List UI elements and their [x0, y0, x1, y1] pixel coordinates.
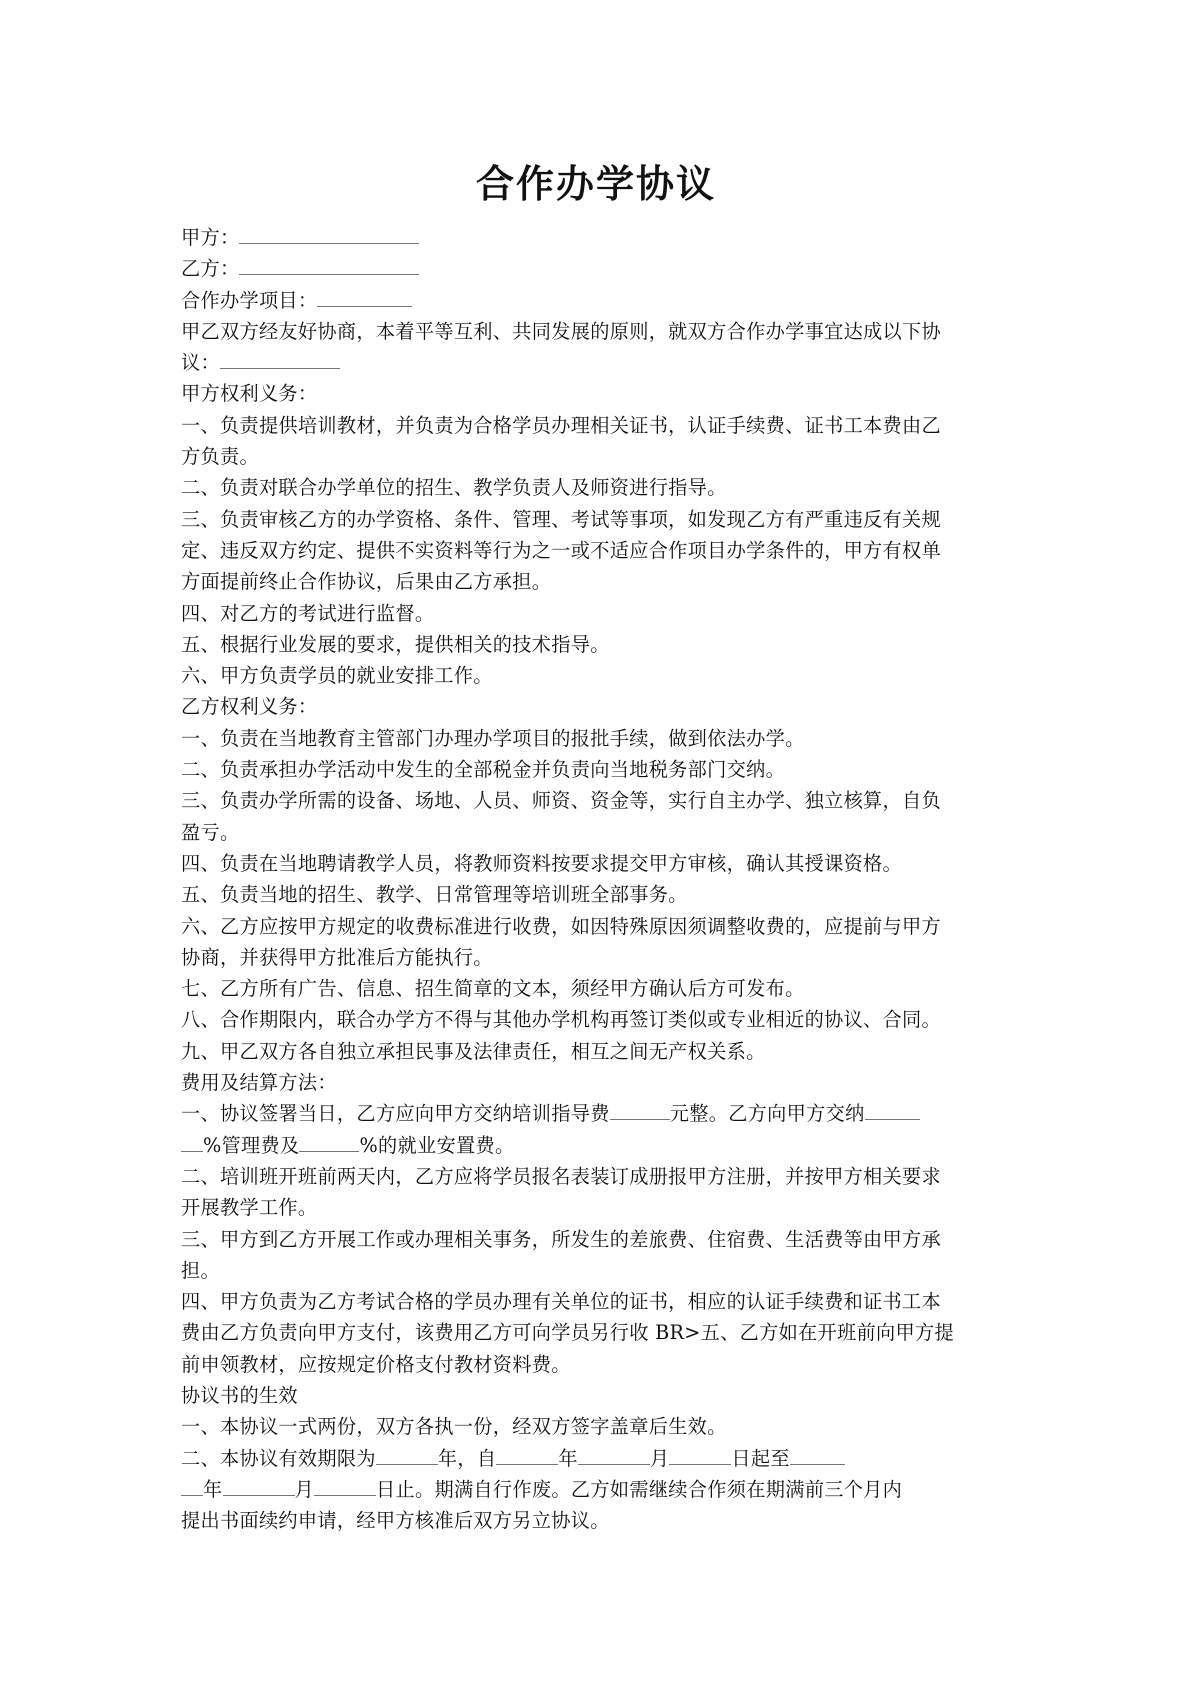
fill-in-blank[interactable]	[496, 1443, 558, 1465]
document-line	[181, 598, 1011, 629]
document-line	[181, 285, 1011, 316]
document-line	[181, 1505, 1011, 1536]
line-text: 元整。乙方向甲方交纳	[669, 1102, 865, 1126]
document-line	[181, 410, 1011, 441]
line-text: 甲乙双方经友好协商，本着平等互利、共同发展的原则，就双方合作办学事宜达成以下协	[181, 319, 942, 343]
line-text: 年，自	[437, 1446, 497, 1470]
document-line	[181, 1286, 1011, 1317]
line-text: 甲方权利义务：	[181, 382, 318, 406]
line-text: %的就业安置费。	[359, 1133, 515, 1157]
document-line	[181, 1224, 1011, 1255]
line-text: 六、乙方应按甲方规定的收费标准进行收费，如因特殊原因须调整收费的，应提前与甲方	[181, 914, 942, 938]
document-line	[181, 1130, 1011, 1161]
fill-in-blank[interactable]	[865, 1098, 920, 1120]
document-line	[181, 911, 1011, 942]
document-line	[181, 347, 1011, 378]
line-text: 甲方：	[181, 226, 240, 249]
document-line	[181, 660, 1011, 691]
line-text: 协议书的生效	[181, 1383, 298, 1407]
document-line	[181, 1380, 1011, 1411]
document-line	[181, 723, 1011, 754]
document-line	[181, 1317, 1011, 1348]
document-line	[181, 1349, 1011, 1380]
line-text: 日起至	[731, 1446, 790, 1470]
line-text: 月	[649, 1446, 670, 1470]
fill-in-blank[interactable]	[578, 1443, 650, 1465]
fill-in-blank[interactable]	[181, 1474, 203, 1496]
line-text: 一、本协议一式两份，双方各执一份，经双方签字盖章后生效。	[181, 1415, 727, 1439]
line-text: 三、负责审核乙方的办学资格、条件、管理、考试等事项，如发现乙方有严重违反有关规	[181, 507, 942, 531]
document-line	[181, 316, 1011, 347]
document-line	[181, 441, 1011, 472]
document-line	[181, 472, 1011, 503]
document-line	[181, 785, 1011, 816]
line-text: 五、根据行业发展的要求，提供相关的技术指导。	[181, 632, 610, 656]
fill-in-blank[interactable]	[220, 347, 340, 369]
document-line	[181, 1004, 1011, 1035]
line-text: 一、负责提供培训教材，并负责为合格学员办理相关证书，认证手续费、证书工本费由乙	[181, 413, 942, 437]
fill-in-blank[interactable]	[223, 1474, 295, 1496]
document-line	[181, 817, 1011, 848]
line-text: 定、违反双方约定、提供不实资料等行为之一或不适应合作项目办学条件的，甲方有权单	[181, 538, 942, 562]
line-text: 年	[558, 1446, 578, 1470]
line-text: 四、甲方负责为乙方考试合格的学员办理有关单位的证书，相应的认证手续费和证书工本	[181, 1290, 942, 1314]
line-text: 二、本协议有效期限为	[181, 1446, 376, 1470]
document-line	[181, 942, 1011, 973]
fill-in-blank[interactable]	[790, 1443, 845, 1465]
document-line	[181, 253, 1011, 284]
line-text: 三、负责办学所需的设备、场地、人员、师资、资金等，实行自主办学、独立核算，自负	[181, 789, 942, 813]
line-text: 九、甲乙双方各自独立承担民事及法律责任，相互之间无产权关系。	[181, 1039, 766, 1063]
document-line	[181, 1036, 1011, 1067]
line-text: 合作办学项目：	[181, 288, 318, 312]
document-line	[181, 1067, 1011, 1098]
document-line	[181, 504, 1011, 535]
document-line	[181, 691, 1011, 722]
fill-in-blank[interactable]	[181, 1130, 203, 1152]
document-line	[181, 1098, 1011, 1129]
line-text: 协商，并获得甲方批准后方能执行。	[181, 945, 493, 969]
line-text: 方面提前终止合作协议，后果由乙方承担。	[181, 570, 552, 594]
line-text: 开展教学工作。	[181, 1196, 318, 1220]
line-text: 日止。期满自行作废。乙方如需继续合作须在期满前三个月内	[376, 1477, 903, 1501]
line-text: 一、负责在当地教育主管部门办理办学项目的报批手续，做到依法办学。	[181, 726, 805, 750]
fill-in-blank[interactable]	[239, 253, 419, 275]
document-line	[181, 378, 1011, 409]
document-line	[181, 973, 1011, 1004]
line-text: 担。	[181, 1258, 220, 1282]
line-text: 月	[294, 1477, 314, 1501]
document-line	[181, 566, 1011, 597]
line-text: 七、乙方所有广告、信息、招生简章的文本，须经甲方确认后方可发布。	[181, 977, 805, 1001]
fill-in-blank[interactable]	[239, 222, 419, 244]
line-text: 提出书面续约申请，经甲方核准后双方另立协议。	[181, 1509, 610, 1533]
document-title: 合作办学协议	[475, 162, 716, 206]
line-text: 一、协议签署当日，乙方应向甲方交纳培训指导费	[181, 1102, 610, 1126]
line-text: 四、对乙方的考试进行监督。	[181, 601, 435, 625]
line-text: 盈亏。	[181, 820, 240, 844]
line-text: 方负责。	[181, 445, 259, 469]
line-text: 五、负责当地的招生、教学、日常管理等培训班全部事务。	[181, 883, 688, 907]
document-line	[181, 1192, 1011, 1223]
fill-in-blank[interactable]	[317, 285, 412, 307]
line-text: 费由乙方负责向甲方支付，该费用乙方可向学员另行收 BR>五、乙方如在开班前向甲方提	[181, 1321, 954, 1345]
document-line	[181, 1255, 1011, 1286]
line-text: 二、培训班开班前两天内，乙方应将学员报名表装订成册报甲方注册，并按甲方相关要求	[181, 1164, 942, 1188]
document-line	[181, 1411, 1011, 1442]
line-text: 二、负责承担办学活动中发生的全部税金并负责向当地税务部门交纳。	[181, 758, 786, 782]
line-text: 三、甲方到乙方开展工作或办理相关事务，所发生的差旅费、住宿费、生活费等由甲方承	[181, 1227, 942, 1251]
document-body	[181, 222, 1011, 1536]
fill-in-blank[interactable]	[299, 1130, 359, 1152]
fill-in-blank[interactable]	[669, 1443, 731, 1465]
document-line	[181, 629, 1011, 660]
line-text: 四、负责在当地聘请教学人员，将教师资料按要求提交甲方审核，确认其授课资格。	[181, 851, 903, 875]
line-text: 乙方：	[181, 257, 240, 281]
document-line	[181, 879, 1011, 910]
line-text: %管理费及	[203, 1133, 300, 1157]
fill-in-blank[interactable]	[314, 1474, 376, 1496]
document-line	[181, 1474, 1011, 1505]
line-text: 费用及结算方法：	[181, 1071, 337, 1095]
line-text: 议：	[181, 351, 220, 375]
document-line	[181, 848, 1011, 879]
line-text: 八、合作期限内，联合办学方不得与其他办学机构再签订类似或专业相近的协议、合同。	[181, 1008, 942, 1032]
line-text: 年	[203, 1477, 223, 1501]
line-text: 六、甲方负责学员的就业安排工作。	[181, 664, 493, 688]
document-line	[181, 1443, 1011, 1474]
document-line	[181, 222, 1011, 253]
line-text: 前申领教材，应按规定价格支付教材资料费。	[181, 1352, 571, 1376]
document-line	[181, 754, 1011, 785]
line-text: 乙方权利义务：	[181, 695, 318, 719]
document-line	[181, 535, 1011, 566]
fill-in-blank[interactable]	[376, 1443, 438, 1465]
document-line	[181, 1161, 1011, 1192]
line-text: 二、负责对联合办学单位的招生、教学负责人及师资进行指导。	[181, 476, 727, 500]
fill-in-blank[interactable]	[610, 1098, 670, 1120]
